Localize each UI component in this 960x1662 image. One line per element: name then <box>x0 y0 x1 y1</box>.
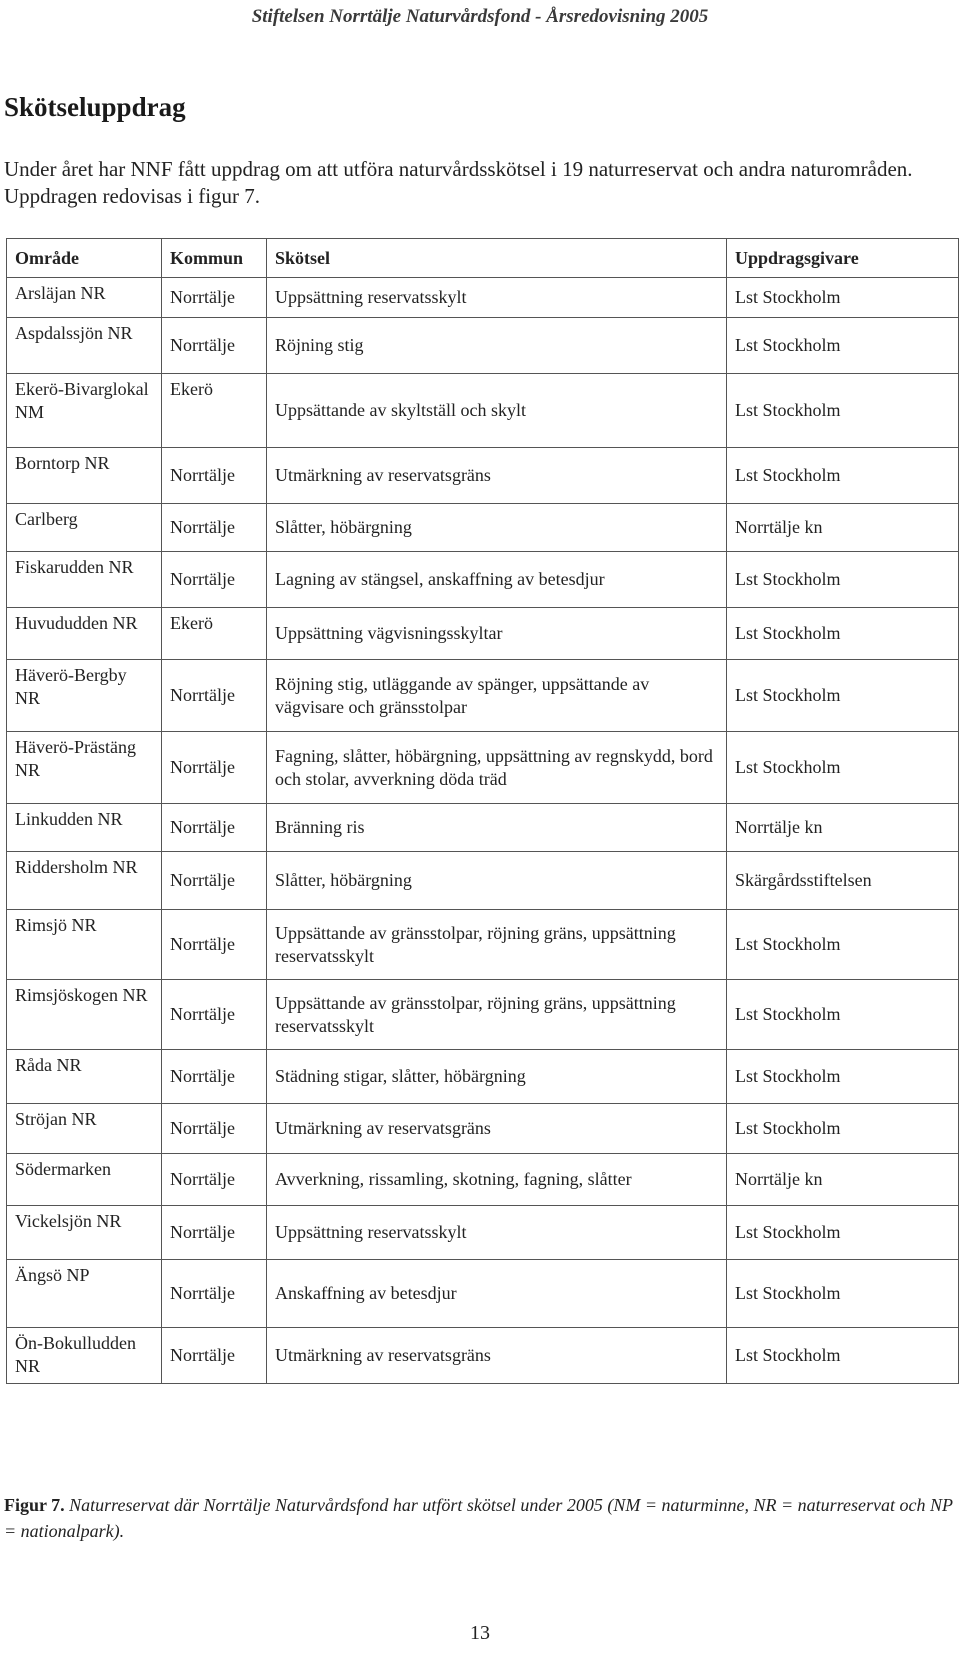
section-title: Skötseluppdrag <box>4 92 186 122</box>
cell-management: Röjning stig <box>267 318 727 374</box>
header-municipality: Kommun <box>162 239 267 278</box>
cell-management: Uppsättning reservatsskylt <box>267 1206 727 1260</box>
cell-management: Fagning, slåtter, höbärgning, uppsättning av regnskydd, bord och stolar, avverkning döda träd <box>267 732 727 804</box>
cell-client: Lst Stockholm <box>727 278 959 318</box>
cell-area: Ströjan NR <box>7 1104 162 1154</box>
cell-municipality: Norrtälje <box>162 980 267 1050</box>
cell-client: Norrtälje kn <box>727 1154 959 1206</box>
cell-client: Norrtälje kn <box>727 804 959 852</box>
running-header: Stiftelsen Norrtälje Naturvårdsfond - Årsredovisning 2005 <box>251 6 709 27</box>
header-client: Uppdragsgivare <box>727 239 959 278</box>
cell-municipality: Norrtälje <box>162 552 267 608</box>
cell-client: Lst Stockholm <box>727 910 959 980</box>
cell-municipality: Norrtälje <box>162 1260 267 1328</box>
table-row <box>7 552 959 608</box>
cell-management: Utmärkning av reservatsgräns <box>267 448 727 504</box>
intro-paragraph: Under året har NNF fått uppdrag om att utföra naturvårdsskötsel i 19 naturreservat och andra naturområden. Uppdragen redovisas i figur 7. <box>4 157 913 208</box>
table-header-row <box>7 239 959 278</box>
cell-management: Anskaffning av betesdjur <box>267 1260 727 1328</box>
cell-client: Lst Stockholm <box>727 608 959 660</box>
cell-municipality: Norrtälje <box>162 660 267 732</box>
cell-management: Bränning ris <box>267 804 727 852</box>
cell-municipality: Norrtälje <box>162 504 267 552</box>
table-row <box>7 660 959 732</box>
cell-municipality: Norrtälje <box>162 1154 267 1206</box>
cell-area: Häverö-Prästäng NR <box>7 732 162 804</box>
cell-client: Lst Stockholm <box>727 1328 959 1384</box>
cell-area: Ekerö-Bivarglokal NM <box>7 374 162 448</box>
cell-municipality: Norrtälje <box>162 1104 267 1154</box>
cell-client: Lst Stockholm <box>727 660 959 732</box>
header-area: Område <box>7 239 162 278</box>
table-row <box>7 1050 959 1104</box>
table-row <box>7 374 959 448</box>
cell-management: Utmärkning av reservatsgräns <box>267 1328 727 1384</box>
table-row <box>7 1260 959 1328</box>
cell-management: Städning stigar, slåtter, höbärgning <box>267 1050 727 1104</box>
cell-client: Skärgårdsstiftelsen <box>727 852 959 910</box>
cell-municipality: Norrtälje <box>162 1206 267 1260</box>
cell-area: Rimsjöskogen NR <box>7 980 162 1050</box>
cell-municipality: Norrtälje <box>162 448 267 504</box>
header-management: Skötsel <box>267 239 727 278</box>
cell-area: Råda NR <box>7 1050 162 1104</box>
cell-area: Carlberg <box>7 504 162 552</box>
caption-text: Naturreservat där Norrtälje Naturvårdsfond har utfört skötsel under 2005 (NM = naturminne, NR = naturreservat och NP = nationalpark). <box>4 1495 953 1541</box>
cell-management: Uppsättande av skyltställ och skylt <box>267 374 727 448</box>
cell-municipality: Ekerö <box>162 374 267 448</box>
cell-management: Slåtter, höbärgning <box>267 504 727 552</box>
cell-area: Borntorp NR <box>7 448 162 504</box>
cell-management: Uppsättande av gränsstolpar, röjning gräns, uppsättning reservatsskylt <box>267 910 727 980</box>
cell-municipality: Norrtälje <box>162 278 267 318</box>
cell-area: Arsläjan NR <box>7 278 162 318</box>
cell-area: Häverö-Bergby NR <box>7 660 162 732</box>
table-row <box>7 852 959 910</box>
table-row <box>7 1104 959 1154</box>
table-row <box>7 910 959 980</box>
table-row <box>7 1328 959 1384</box>
cell-client: Lst Stockholm <box>727 980 959 1050</box>
cell-client: Lst Stockholm <box>727 448 959 504</box>
cell-area: Ängsö NP <box>7 1260 162 1328</box>
cell-management: Uppsättande av gränsstolpar, röjning gräns, uppsättning reservatsskylt <box>267 980 727 1050</box>
assignments-table <box>6 238 959 1384</box>
cell-municipality: Ekerö <box>162 608 267 660</box>
cell-area: Linkudden NR <box>7 804 162 852</box>
table-row <box>7 448 959 504</box>
table-row <box>7 1206 959 1260</box>
cell-municipality: Norrtälje <box>162 910 267 980</box>
cell-area: Ön-Bokulludden NR <box>7 1328 162 1384</box>
cell-client: Lst Stockholm <box>727 318 959 374</box>
cell-client: Lst Stockholm <box>727 1050 959 1104</box>
cell-municipality: Norrtälje <box>162 732 267 804</box>
figure-caption <box>4 1492 954 1544</box>
table-row <box>7 980 959 1050</box>
cell-client: Norrtälje kn <box>727 504 959 552</box>
cell-area: Södermarken <box>7 1154 162 1206</box>
table-row <box>7 804 959 852</box>
cell-municipality: Norrtälje <box>162 804 267 852</box>
cell-municipality: Norrtälje <box>162 852 267 910</box>
table-row <box>7 318 959 374</box>
table-row <box>7 732 959 804</box>
caption-label: Figur 7. <box>4 1495 65 1515</box>
cell-area: Fiskarudden NR <box>7 552 162 608</box>
cell-management: Röjning stig, utläggande av spänger, uppsättande av vägvisare och gränsstolpar <box>267 660 727 732</box>
cell-client: Lst Stockholm <box>727 732 959 804</box>
cell-area: Aspdalssjön NR <box>7 318 162 374</box>
cell-management: Uppsättning reservatsskylt <box>267 278 727 318</box>
cell-municipality: Norrtälje <box>162 1050 267 1104</box>
table-row <box>7 278 959 318</box>
cell-client: Lst Stockholm <box>727 374 959 448</box>
page-number: 13 <box>470 1622 490 1644</box>
cell-client: Lst Stockholm <box>727 1104 959 1154</box>
cell-area: Riddersholm NR <box>7 852 162 910</box>
cell-management: Avverkning, rissamling, skotning, fagning, slåtter <box>267 1154 727 1206</box>
cell-municipality: Norrtälje <box>162 1328 267 1384</box>
table-row <box>7 608 959 660</box>
cell-client: Lst Stockholm <box>727 1206 959 1260</box>
cell-area: Huvududden NR <box>7 608 162 660</box>
cell-area: Rimsjö NR <box>7 910 162 980</box>
cell-client: Lst Stockholm <box>727 1260 959 1328</box>
cell-management: Utmärkning av reservatsgräns <box>267 1104 727 1154</box>
cell-area: Vickelsjön NR <box>7 1206 162 1260</box>
cell-management: Slåtter, höbärgning <box>267 852 727 910</box>
cell-municipality: Norrtälje <box>162 318 267 374</box>
table-row <box>7 504 959 552</box>
cell-management: Uppsättning vägvisningsskyltar <box>267 608 727 660</box>
cell-client: Lst Stockholm <box>727 552 959 608</box>
table-row <box>7 1154 959 1206</box>
cell-management: Lagning av stängsel, anskaffning av betesdjur <box>267 552 727 608</box>
